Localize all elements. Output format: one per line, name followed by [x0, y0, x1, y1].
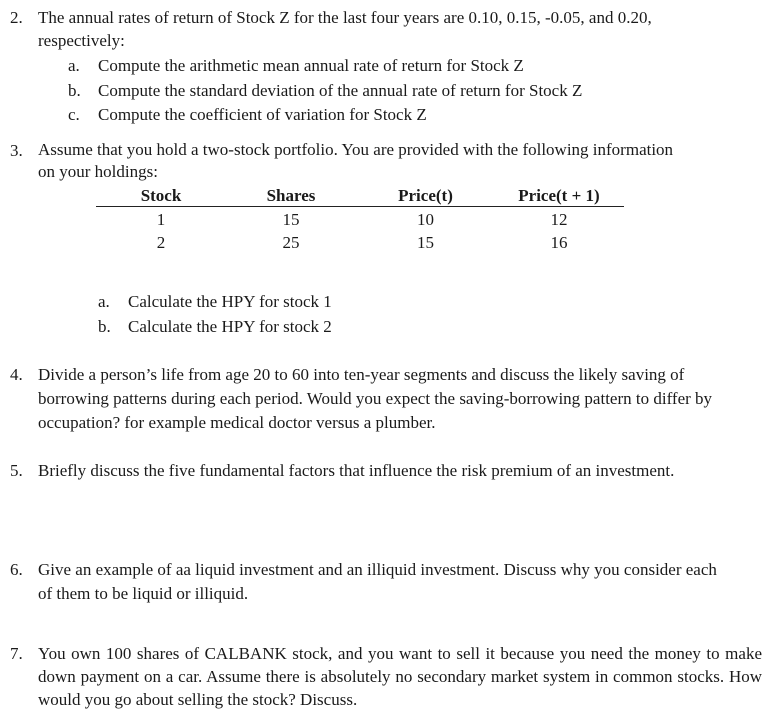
table-row [96, 231, 624, 254]
table-cell: 25 [282, 233, 300, 252]
question-text: Divide a person’s life from age 20 to 60 into ten-year segments and discuss the likely saving of borrowing patterns during each period. Would you expect the saving-borrowing pattern to differ by occupation? for example medical doctor versus a plumber. [38, 365, 713, 432]
column-header-price-t1: Price(t + 1) [518, 186, 600, 205]
part-text: Compute the coefficient of variation for Stock Z [98, 105, 427, 124]
question-text: The annual rates of return of Stock Z for the last four years are 0.10, 0.15, -0.05, and 0.20, respectively: [38, 8, 652, 50]
question-7 [10, 642, 762, 711]
question-5 [10, 458, 762, 483]
table-row [96, 208, 624, 231]
column-header-stock: Stock [140, 186, 182, 205]
question-part [68, 79, 762, 104]
question-parts [98, 290, 498, 339]
question-part [68, 54, 762, 79]
part-letter: a. [98, 292, 110, 311]
question-3 [10, 139, 762, 339]
part-text: Calculate the HPY for stock 1 [128, 292, 332, 311]
part-text: Compute the standard deviation of the annual rate of return for Stock Z [98, 80, 583, 100]
part-letter: b. [68, 80, 81, 100]
question-number: 6. [10, 560, 23, 579]
column-header-price-t: Price(t) [398, 186, 453, 205]
table-cell: 15 [417, 233, 434, 252]
question-number: 4. [10, 365, 23, 384]
table-cell: 1 [156, 210, 166, 229]
question-number: 5. [10, 461, 23, 480]
table-header-row [96, 184, 624, 207]
question-6 [10, 558, 762, 606]
question-number: 7. [10, 644, 23, 663]
question-part [98, 290, 498, 315]
part-letter: b. [98, 316, 111, 336]
part-text: Calculate the HPY for stock 2 [128, 316, 332, 336]
question-2 [10, 6, 762, 128]
column-header-shares: Shares [266, 186, 316, 205]
question-number: 2. [10, 8, 23, 27]
table-cell: 15 [282, 210, 300, 229]
question-4 [10, 363, 762, 435]
question-text: Assume that you hold a two-stock portfolio. You are provided with the following information on your holdings: [38, 140, 674, 181]
question-number: 3. [10, 141, 23, 160]
part-text: Compute the arithmetic mean annual rate of return for Stock Z [98, 56, 524, 75]
table-cell: 2 [156, 233, 166, 252]
table-cell: 16 [550, 233, 568, 252]
table-cell: 10 [417, 210, 434, 229]
question-parts [68, 54, 762, 128]
question-text: You own 100 shares of CALBANK stock, and you want to sell it because you need the money to make down payment on a car. Assume there is absolutely no secondary market system in common stocks. How would you go about selling the stock? Discuss. [38, 644, 762, 709]
part-letter: c. [68, 105, 80, 124]
question-text: Briefly discuss the five fundamental factors that influence the risk premium of an investment. [38, 461, 675, 480]
question-text: Give an example of aa liquid investment and an illiquid investment. Discuss why you consider each of them to be liquid or illiquid. [38, 560, 717, 603]
question-part [68, 103, 762, 128]
question-part [98, 315, 498, 340]
part-letter: a. [68, 56, 80, 75]
table-cell: 12 [550, 210, 568, 229]
holdings-table [96, 184, 624, 254]
